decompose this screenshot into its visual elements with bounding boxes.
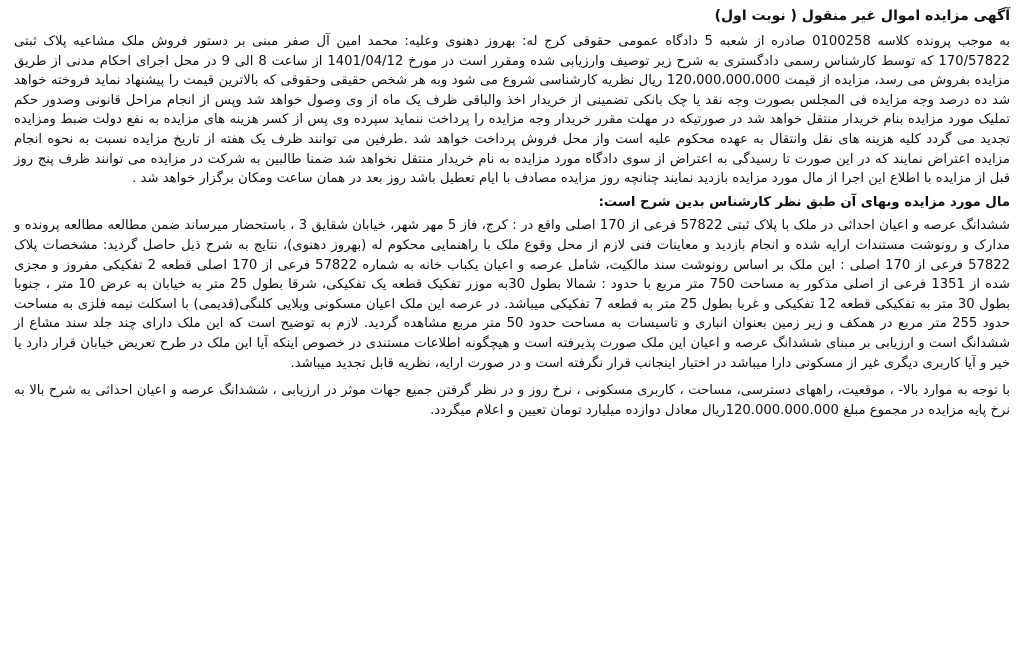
property-heading: مال مورد مزایده وبهای آن طبق نظر کارشناس بدین شرح است: (598, 194, 1010, 210)
notice-title: آگهی مزایده اموال غیر منقول ( نوبت اول) (714, 8, 1010, 24)
valuation-paragraph: با توجه به موارد بالا- ، موقعیت، راههای دسترسی، مساحت ، کاربری مسکونی ، نرخ روز و در نظر گرفتن جمیع جهات موثر در ارزیابی ، ششدانگ عرصه و اعیان احداثی به شرح بالا به نرخ پایه مزایده در مجموع مبلغ 120.000.000.000ریال معادل دوازده میلیارد تومان تعیین و اعلام میگردد. (14, 383, 1010, 418)
property-description-paragraph: ششدانگ عرصه و اعیان احداثی در ملک با پلاک ثبتی 57822 فرعی از 170 اصلی واقع در : کرج، فاز 5 مهر شهر، خیابان شقایق 3 ، باستحضار میرساند ضمن مطالعه مطالعه پرونده و مدارک و رونوشت مستندات ارایه شده و انجام بازدید و معاینات فنی لازم از محل وقوع ملک با راهنمایی محکوم له (بهروز دهنوی)، نتایج به شرح ذیل حاصل گردید: مشخصات پلاک 57822 فرعی از 170 اصلی : این ملک بر اساس رونوشت سند مالکیت، شامل عرصه و اعیان یکباب خانه به شماره 57822 فرعی از 170 اصلی قطعه 2 تفکیکی مفروز و مجزی شده از 1351 فرعی از اصلی مذکور به مساحت 750 متر مربع با حدود : شمالا بطول 30به موزر تفکیک قطعه یک تفکیکی، شرقا بطول 25 متر به خیابان به عرض 10 متر ، جنوبا بطول 30 متر به تفکیکی قطعه 12 تفکیکی و غربا بطول 25 متر به قطعه 7 تفکیکی میباشد. در عرصه این ملک اعیان مسکونی ویلایی کلنگی(قدیمی) با اسکلت نیمه فلزی به مساحت حدود 255 متر مربع در همکف و زیر زمین بعنوان انباری و تاسیسات به مساحت حدود 50 متر مربع مشاهده گردید. لازم به توضیح است که این ملک دارای چند جلد سند مشاع از ششدانگ است و ارزیابی بر مبنای ششدانگ عرصه و اعیان این ملک صورت پذیرفته است و هیچگونه اطلاعات مستندی در خصوص اینکه آیا این ملک در طرح تعریض خیابان قرار دارد یا خیر و آیا کاربری دیگری غیر از مسکونی دارا میباشد در اختیار اینجانب قرار نگرفته است و در صورت ارایه، نظریه قابل تجدید میباشد. (14, 218, 1011, 371)
notice-intro-paragraph: به موجب پرونده کلاسه 0100258 صادره از شعبه 5 دادگاه عمومی حقوقی کرج له: بهروز دهنوی وعلیه: محمد امین آل صفر مبنی بر دستور فروش ملک مشاعیه پلاک ثبتی 170/57822 که توسط کارشناس رسمی دادگستری به شرح زیر توصیف وارزیابی شده ومقرر است در مورخ 1401/04/12 از ساعت 8 الی 9 در محل اجرای احکام مدنی از طریق مزایده بفروش می رسد، مزایده از قیمت 120،000،000،000 ریال نظریه کارشناسی شروع می شود وبه هر شخص حقیقی وحقوقی که بالاترین قیمت را پیشنهاد نماید فروخته خواهد شد ده درصد وجه مزایده فی المجلس بصورت وجه نقد یا چک بانکی تضمینی از خریدار اخذ والباقی ظرف یک ماه از وی وصول خواهد شد وپس از انجام مراحل قانونی وصدور حکم تملیک مورد مزایده بنام خریدار منتقل خواهد شد در صورتیکه در مهلت مقرر خریدار وجه مزایده را پرداخت ننماید سپرده وی پس از کسر هزینه های مزایده به نفع دولت ضبط ومزایده تجدید می گردد کلیه هزینه های نقل وانتقال به عهده محکوم علیه است واز محل فروش پرداخت خواهد شد .طرفین می توانند ظرف یک هفته از تاریخ مزایده نسبت به نحوه انجام مزایده اعتراض نمایند که در این صورت تا رسیدگی به اعتراض از سوی دادگاه مورد مزایده به نام خریدار منتقل نخواهد شد ضمنا طالبین به شرکت در مزایده می توانند ظرف پنج روز قبل از مزایده با اطلاع این اجرا از مال مورد مزایده بازدید نمایند چنانچه روز مزایده مصادف با ایام تعطیل باشد روز بعد در همان ساعت ومکان برگزار خواهد شد . (14, 34, 1011, 187)
spacer (14, 373, 1010, 381)
